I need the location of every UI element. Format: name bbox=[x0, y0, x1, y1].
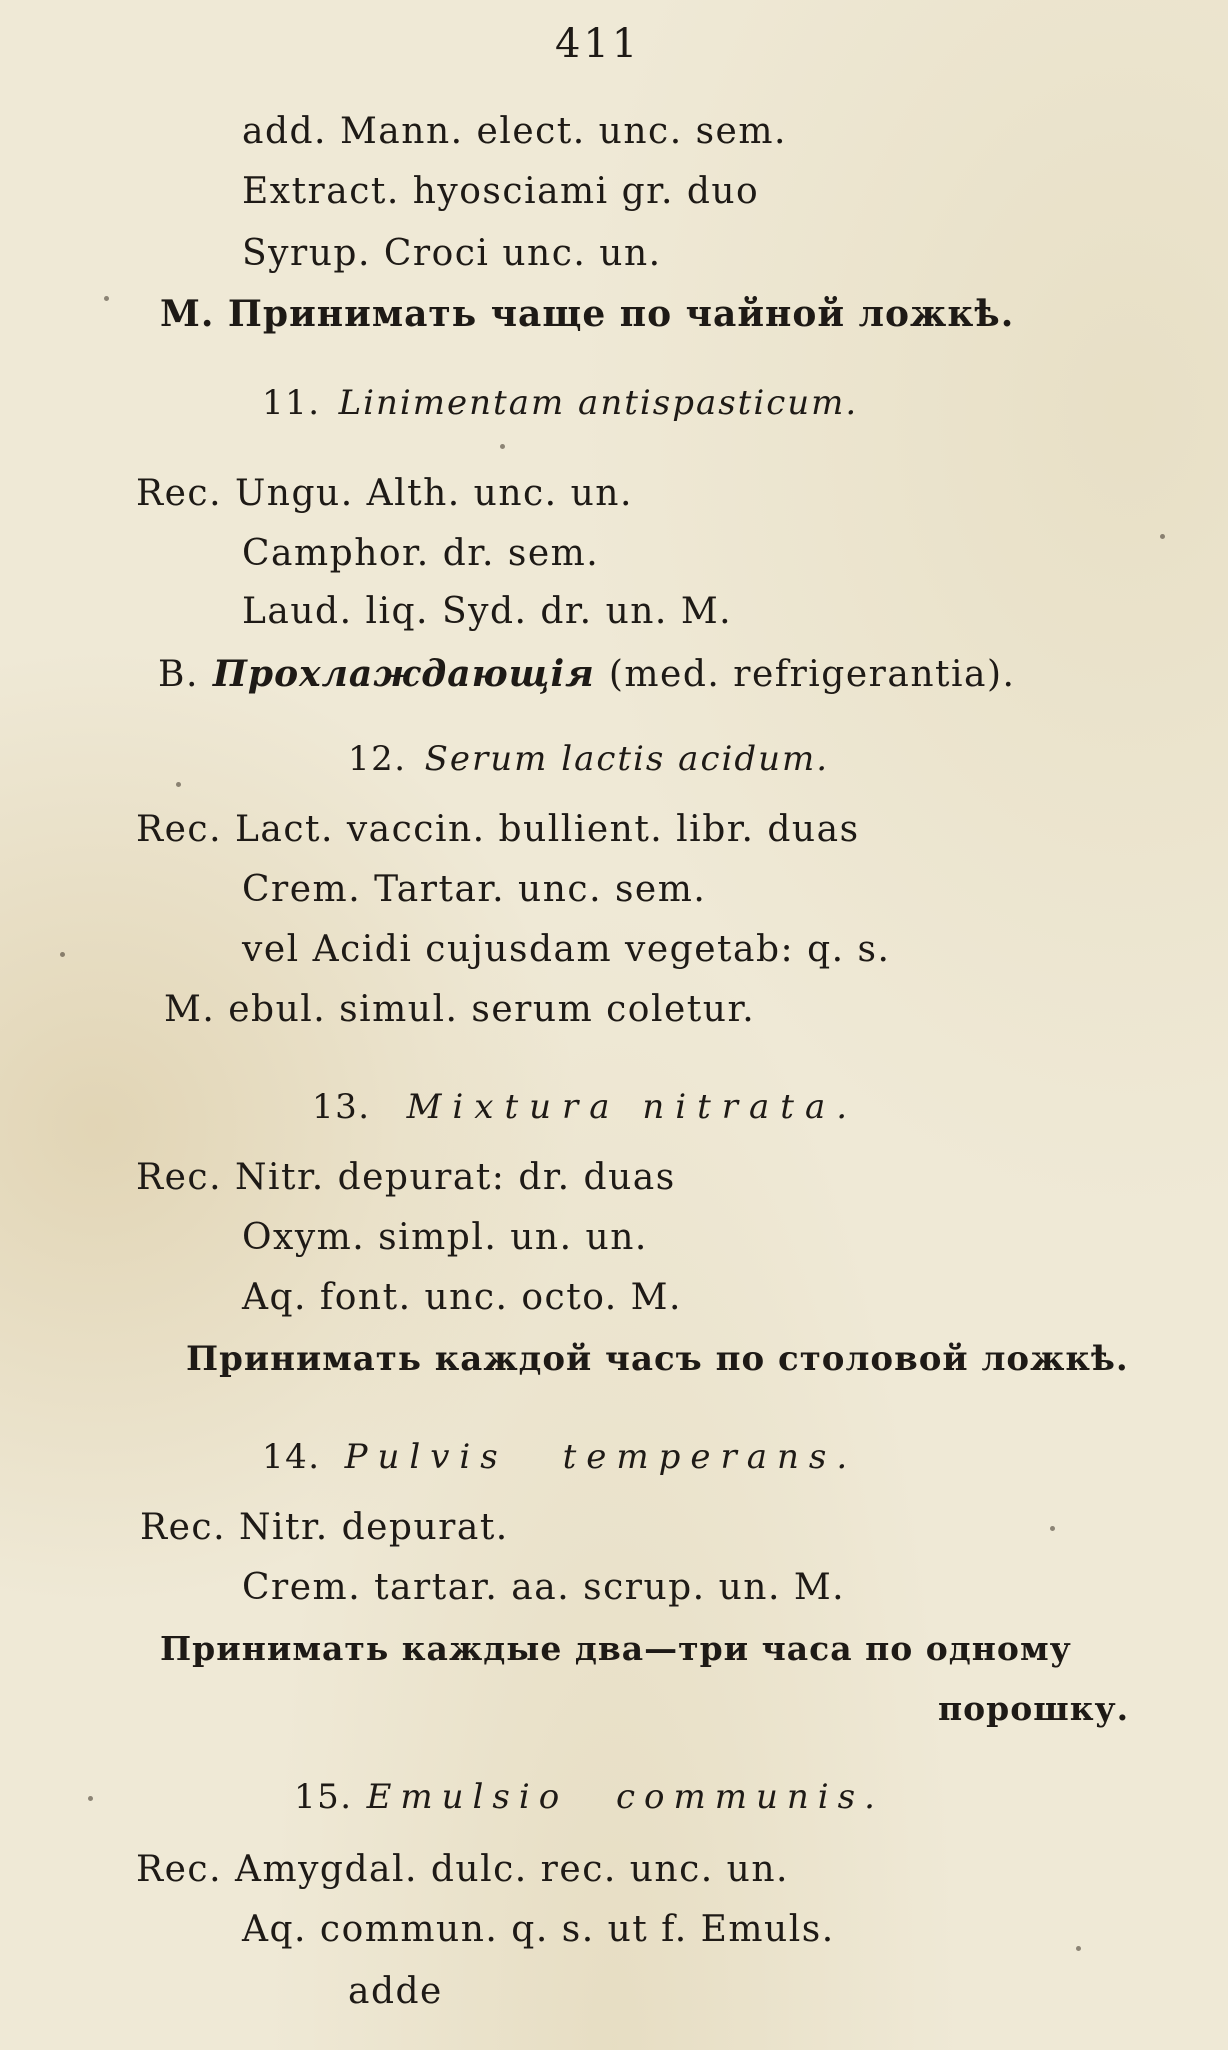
category-letter: B. bbox=[158, 654, 199, 695]
section-number: 12. bbox=[348, 739, 407, 779]
section-heading-11 bbox=[262, 383, 859, 423]
text-line: Rec. Amygdal. dulc. rec. unc. un. bbox=[136, 1849, 789, 1890]
section-title: Mixtura nitrata. bbox=[406, 1087, 859, 1127]
text-line: add. Mann. elect. unc. sem. bbox=[242, 111, 787, 152]
section-title: Pulvis temperans. bbox=[344, 1437, 858, 1477]
text-line: Rec. Ungu. Alth. unc. un. bbox=[136, 473, 633, 514]
paper-speck bbox=[1160, 534, 1165, 539]
paper-speck bbox=[500, 444, 505, 449]
category-heading bbox=[158, 653, 1016, 695]
paper-speck bbox=[104, 296, 109, 301]
text-line: Syrup. Croci unc. un. bbox=[242, 233, 662, 274]
text-line: Rec. Lact. vaccin. bullient. libr. duas bbox=[136, 809, 860, 850]
text-line: Laud. liq. Syd. dr. un. M. bbox=[242, 591, 733, 632]
paper-speck bbox=[1076, 1946, 1081, 1951]
text-line: Oxym. simpl. un. un. bbox=[242, 1217, 648, 1258]
text-line: M. ebul. simul. serum coletur. bbox=[164, 989, 756, 1030]
text-line: Rec. Nitr. depurat: dr. duas bbox=[136, 1157, 676, 1198]
text-line: adde bbox=[348, 1971, 443, 2012]
paper-speck bbox=[176, 782, 181, 787]
section-title: Serum lactis acidum. bbox=[424, 739, 830, 779]
text-line: M. Принимать чаще по чайной ложкѣ. bbox=[160, 293, 1015, 335]
paper-speck bbox=[88, 1796, 93, 1801]
text-line: Crem. tartar. aa. scrup. un. M. bbox=[242, 1567, 846, 1608]
section-heading-14 bbox=[262, 1437, 858, 1477]
text-line: Принимать каждые два—три часа по одному bbox=[160, 1629, 1072, 1668]
page-number: 411 bbox=[555, 21, 641, 67]
text-line: Принимать каждой часъ по столовой ложкѣ. bbox=[186, 1339, 1129, 1379]
text-line: vel Acidi cujusdam vegetab: q. s. bbox=[242, 929, 891, 970]
category-latin: (med. refrigerantia). bbox=[608, 654, 1016, 695]
paper-speck bbox=[60, 952, 65, 957]
text-line: Crem. Tartar. unc. sem. bbox=[242, 869, 707, 910]
section-heading-15 bbox=[294, 1777, 884, 1817]
text-line: порошку. bbox=[938, 1689, 1130, 1728]
text-line: Aq. font. unc. octo. M. bbox=[242, 1277, 682, 1318]
text-line: Camphor. dr. sem. bbox=[242, 533, 600, 574]
section-heading-13 bbox=[312, 1087, 859, 1127]
section-number: 14. bbox=[262, 1437, 321, 1477]
text-line: Rec. Nitr. depurat. bbox=[140, 1507, 509, 1548]
text-line: Aq. commun. q. s. ut f. Emuls. bbox=[242, 1909, 835, 1950]
category-title: Прохлаждающія bbox=[212, 653, 595, 695]
text-line: Extract. hyosciami gr. duo bbox=[242, 171, 760, 212]
paper-speck bbox=[1050, 1526, 1055, 1531]
section-title: Emulsio communis. bbox=[366, 1777, 884, 1817]
section-number: 11. bbox=[262, 383, 321, 423]
section-heading-12 bbox=[348, 739, 830, 779]
section-title: Linimentam antispasticum. bbox=[338, 383, 859, 423]
section-number: 13. bbox=[312, 1087, 371, 1127]
section-number: 15. bbox=[294, 1777, 353, 1817]
